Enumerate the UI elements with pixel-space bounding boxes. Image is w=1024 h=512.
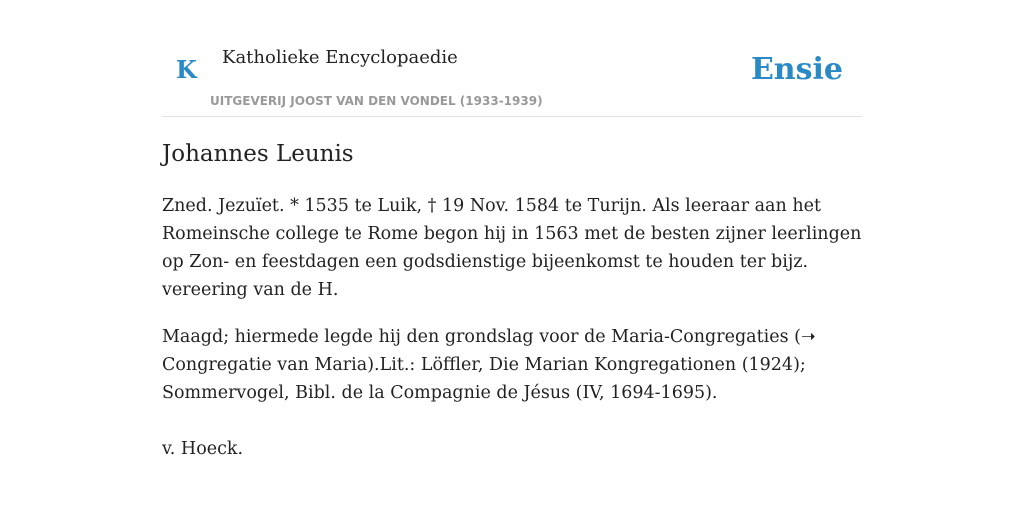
publisher-subtitle: UITGEVERIJ JOOST VAN DEN VONDEL (1933-1939)	[210, 94, 543, 108]
site-title[interactable]: Katholieke Encyclopaedie	[222, 47, 458, 68]
site-logo[interactable]: K	[176, 55, 197, 84]
site-header	[162, 0, 862, 117]
article-paragraph: Zned. Jezuïet. * 1535 te Luik, † 19 Nov. 1584 te Turijn. Als leeraar aan het Romeinsche college te Rome begon hij in 1563 met de besten zijner leerlingen op Zon- en feestdagen een godsdienstige bijeenkomst te houden ter bijz. vereering van de H.	[162, 196, 862, 300]
page	[162, 0, 862, 512]
article-paragraph: Maagd; hiermede legde hij den grondslag voor de Maria-Congregaties (➝ Congregatie van Maria).Lit.: Löffler, Die Marian Kongregationen (1924); Sommervogel, Bibl. de la Compagnie de Jésus (IV, 1694-1695).	[162, 327, 816, 403]
ensie-brand-logo[interactable]: Ensie	[750, 52, 843, 87]
article-author: v. Hoeck.	[162, 439, 244, 459]
article-title: Johannes Leunis	[162, 141, 354, 167]
